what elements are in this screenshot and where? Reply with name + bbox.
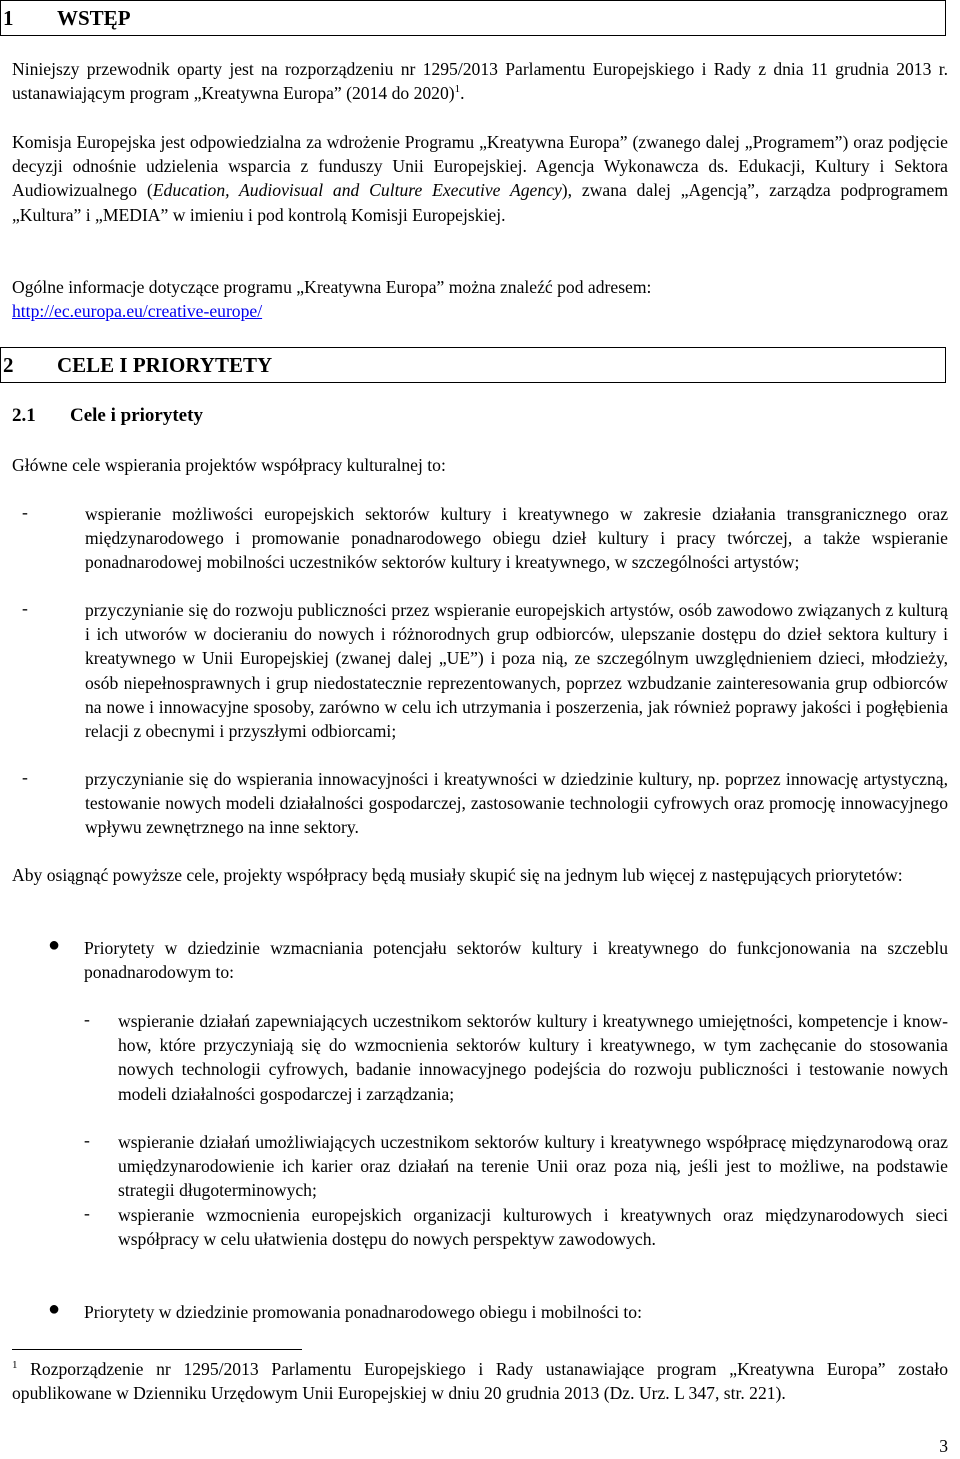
- footnote-ref[interactable]: 1: [454, 83, 461, 96]
- creative-europe-link[interactable]: http://ec.europa.eu/creative-europe/: [12, 301, 263, 322]
- bullet-marker: ●: [48, 934, 61, 956]
- intro-paragraph: Niniejszy przewodnik oparty jest na rozporządzeniu nr 1295/2013 Parlamentu Europejskiego i Rady z dnia 11 grudnia 2013 r. ustanawiającym program „Kreatywna Europa” (2014 do 2020)$^1$.: [12, 59, 948, 104]
- section-number: 2: [3, 353, 14, 377]
- dash-marker: -: [84, 1130, 90, 1150]
- goal-item: przyczynianie się do rozwoju publiczności przez wspieranie europejskich artystów, osób zawodowo związanych z kulturą i ich utworów w docieraniu do nowych i różnorodnych grup odbiorców, ulepszanie dostępu do dzieł sektora kultury i kreatywnego w Unii Europejskiej (zwanej dalej „UE”) i poza nią, ze szczególnym uwzględnieniem dzieci, młodzieży, osób niepełnosprawnych i grup niedostatecznie reprezentowanych, poprzez wzbudzanie zainteresowania grup odbiorców na nowe i innowacyjne sposoby, zarówno w celu ich utrzymania i poszerzenia, jak również poprawy jakości i pogłębienia relacji z obecnymi i przyszłymi odbiorcami;: [85, 600, 948, 742]
- goals-intro: Główne cele wspierania projektów współpracy kulturalnej to:: [12, 455, 446, 475]
- info-paragraph: Ogólne informacje dotyczące programu „Kreatywna Europa” można znaleźć pod adresem: http://ec.europa.eu/creative-europe/: [12, 277, 652, 322]
- dash-marker: -: [22, 598, 28, 618]
- sub-priority-item: wspieranie działań zapewniających uczestnikom sektorów kultury i kreatywnego umiejętności, kompetencje i know-how, które przyczyniają się do wzmocnienia sektorów kultury i kreatywnego, w tym zachęcanie do stosowania nowych technologii cyfrowych, badanie innowacyjnego podejścia do rozwoju publiczności i testowanie nowych modeli działalności gospodarczej i zarządzania;: [118, 1011, 948, 1104]
- dash-marker: -: [84, 1009, 90, 1029]
- section-2-heading: [0, 347, 946, 383]
- priority-item: Priorytety w dziedzinie wzmacniania potencjału sektorów kultury i kreatywnego do funkcjonowania na szczeblu ponadnarodowym to:: [84, 938, 948, 983]
- bullet-marker: ●: [48, 1298, 61, 1320]
- sub-priority-item: wspieranie wzmocnienia europejskich organizacji kulturowych i kreatywnych oraz międzynarodowych sieci współpracy w celu ułatwienia dostępu do nowych perspektyw zawodowych.: [118, 1205, 948, 1250]
- section-title: WSTĘP: [57, 6, 131, 30]
- footnote-separator: [12, 1349, 302, 1350]
- dash-marker: -: [22, 502, 28, 522]
- dash-marker: -: [22, 767, 28, 787]
- priority-item: Priorytety w dziedzinie promowania ponadnarodowego obiegu i mobilności to:: [84, 1302, 642, 1322]
- sub-priority-item: wspieranie działań umożliwiających uczestnikom sektorów kultury i kreatywnego współpracę międzynarodową oraz umiędzynarodowienie ich karier oraz działań na terenie Unii oraz poza nią, jeśli jest to możliwe, na podstawie strategii długoterminowych;: [118, 1132, 948, 1201]
- page-number: 3: [939, 1436, 948, 1456]
- goal-item: przyczynianie się do wspierania innowacyjności i kreatywności w dziedzinie kultury, np. poprzez innowację artystyczną, testowanie nowych modeli działalności gospodarczej, zastosowanie technologii cyfrowych oraz promocję innowacyjnego wpływu zewnętrznego na inne sektory.: [85, 769, 948, 838]
- commission-paragraph: Komisja Europejska jest odpowiedzialna za wdrożenie Programu „Kreatywna Europa” (zwanego dalej „Programem”) oraz podjęcie decyzji odnośnie udzielenia wsparcia z funduszy Unii Europejskiej. Agencja Wykonawcza ds. Edukacji, Kultury i Sektora Audiowizualnego (Education, Audiovisual and Culture Executive Agency), zwana dalej „Agencją”, zarządza podprogramem „Kultura” i „MEDIA” w imieniu i pod kontrolą Komisji Europejskiej.: [12, 132, 949, 225]
- goal-item: wspieranie możliwości europejskich sektorów kultury i kreatywnego w zakresie działania transgranicznego oraz międzynarodowego i promowanie ponadnarodowego obiegu dzieł kultury i pracy twórczej, a także wspieranie ponadnarodowej mobilności uczestników sektorów kultury i kreatywnego, w szczególności artystów;: [85, 504, 948, 573]
- dash-marker: -: [84, 1203, 90, 1223]
- footnote: $^1$ Rozporządzenie nr 1295/2013 Parlamentu Europejskiego i Rady ustanawiające program „Kreatywna Europa” zostało opublikowane w Dzienniku Urzędowym Unii Europejskiej w dniu 20 grudnia 2013 (Dz. Urz. L 347, str. 221).: [12, 1359, 948, 1403]
- section-number: 1: [3, 6, 14, 30]
- priorities-intro: Aby osiągnąć powyższe cele, projekty współpracy będą musiały skupić się na jednym lub więcej z następujących priorytetów:: [12, 865, 903, 885]
- subsection-heading: 2.1 Cele i priorytety: [12, 405, 203, 426]
- section-title: CELE I PRIORYTETY: [57, 353, 273, 377]
- section-1-heading: [0, 0, 946, 36]
